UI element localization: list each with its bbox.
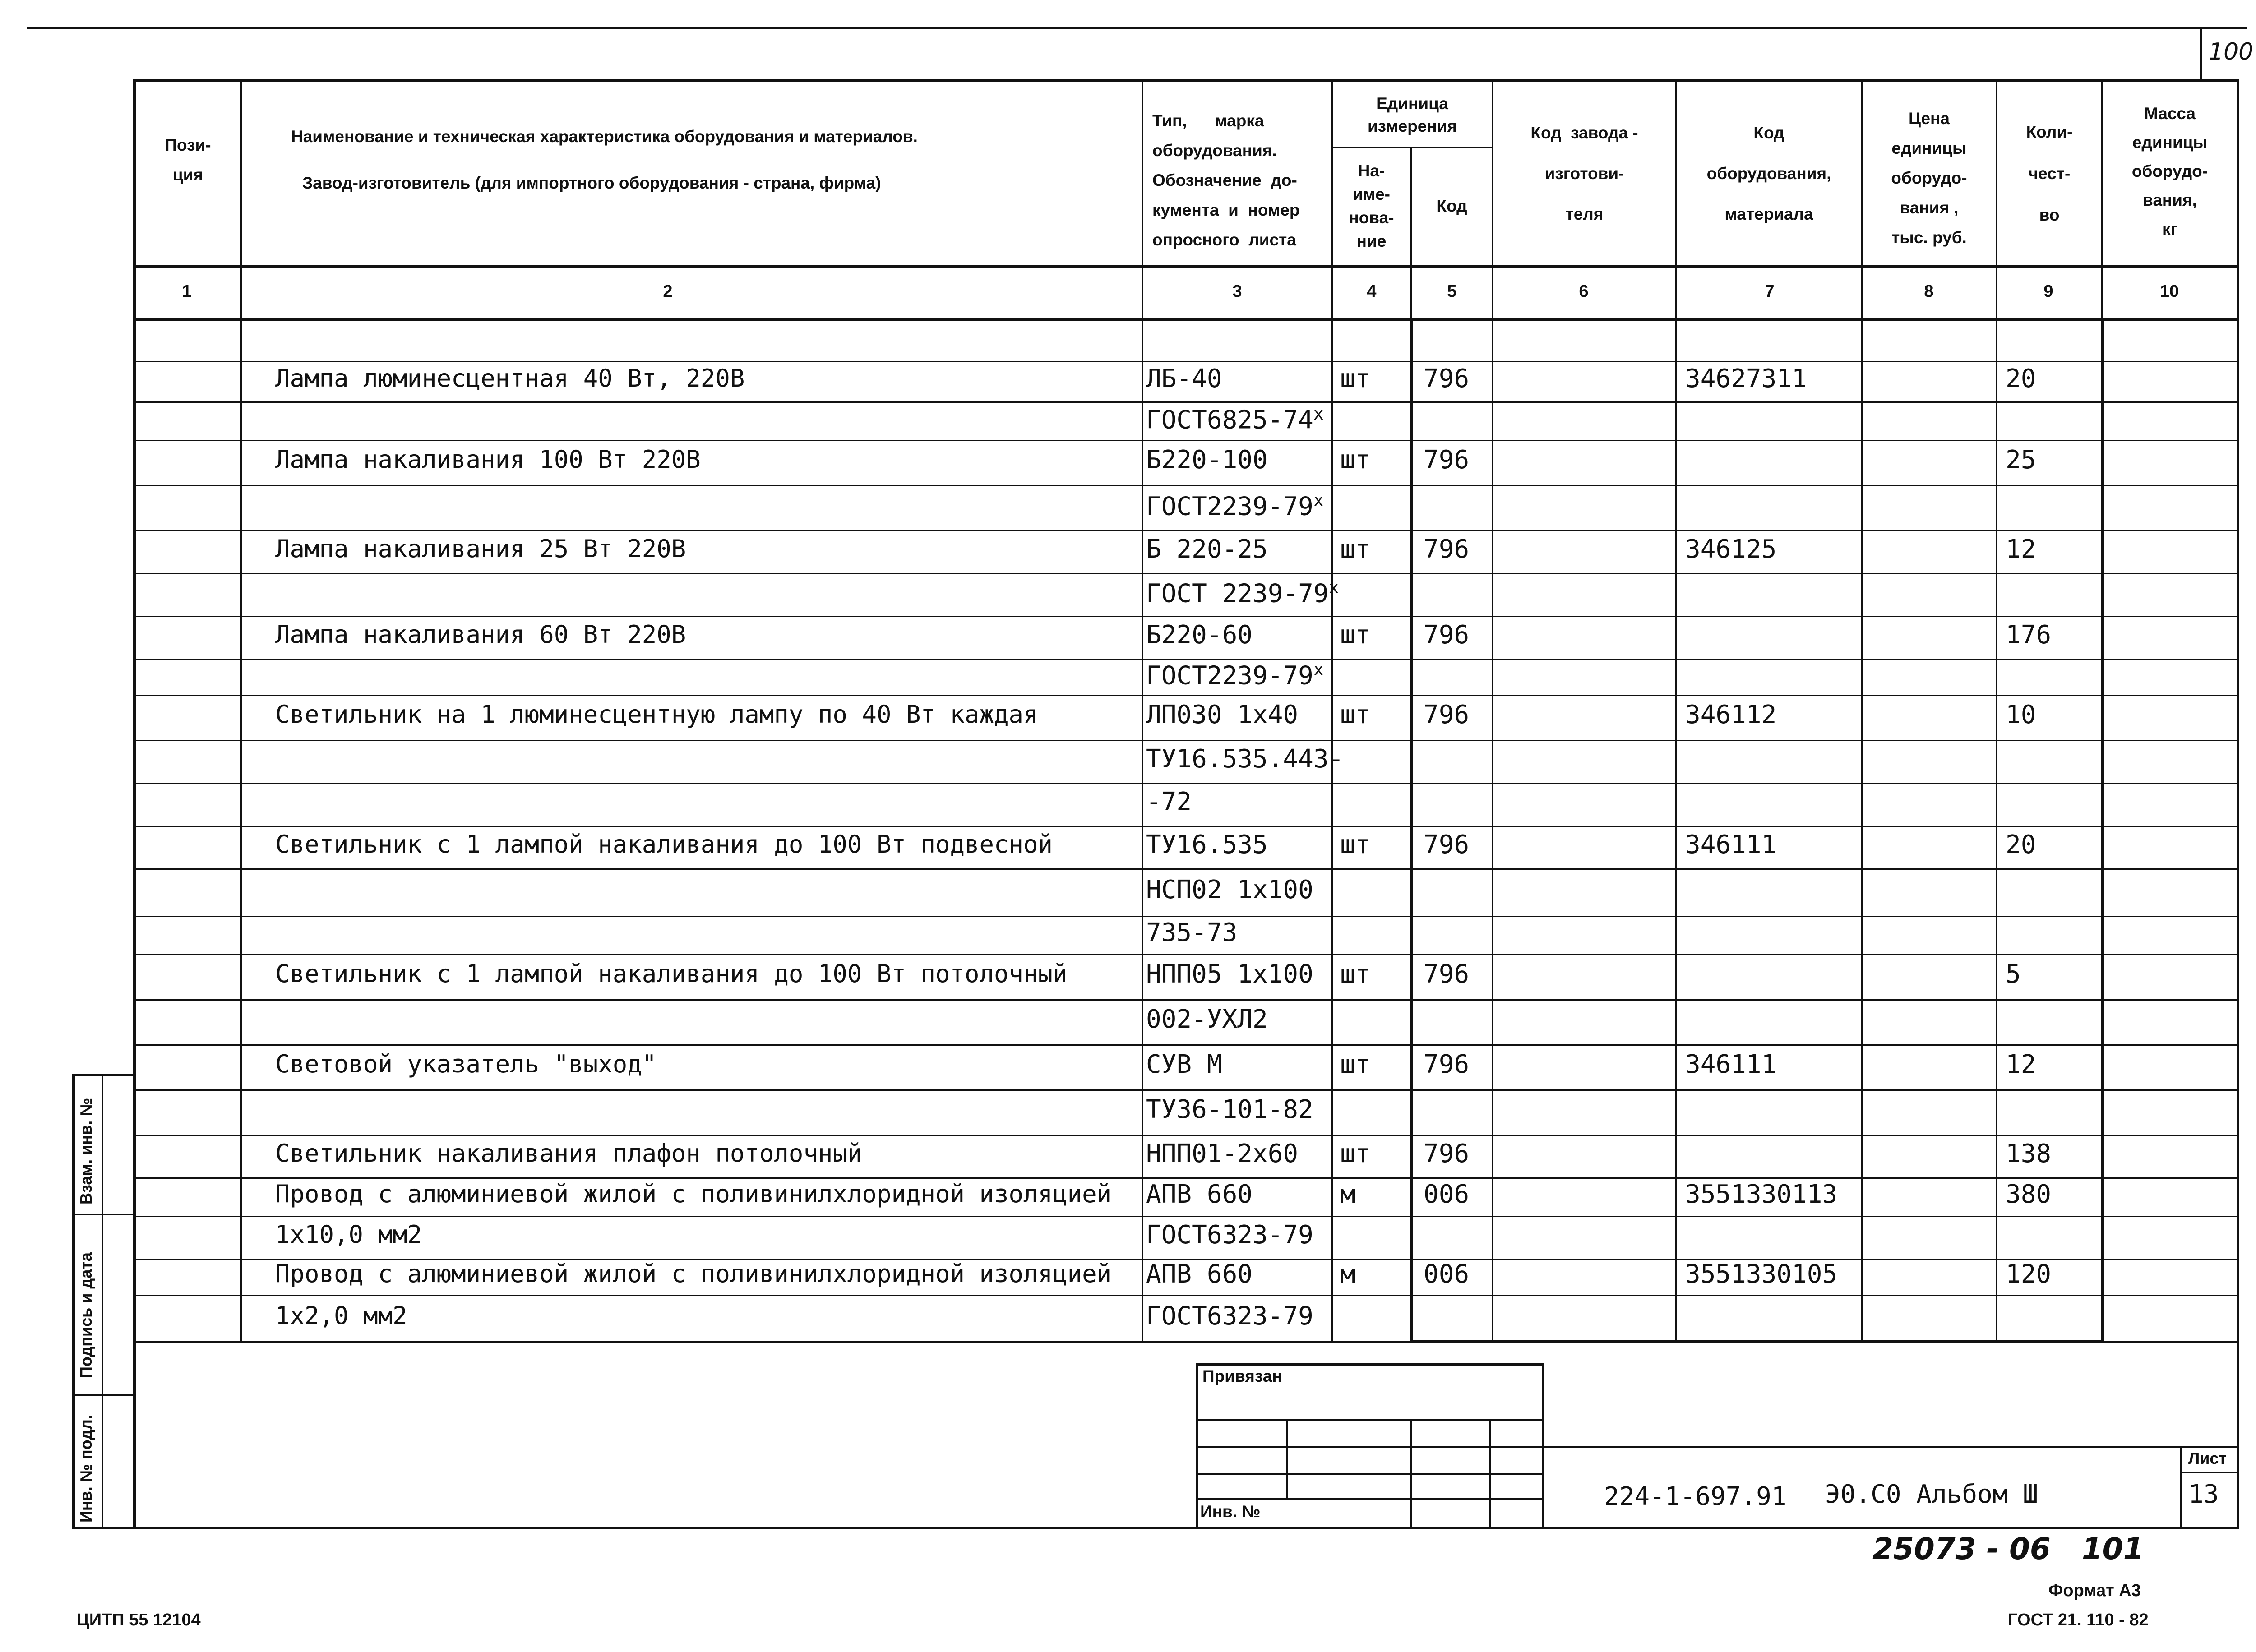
row-17-qty: 12 (2006, 1050, 2036, 1079)
row-19-qty: 138 (2006, 1139, 2052, 1168)
row-8-type: $ГОСТ2239-79^х$ (1146, 660, 1324, 691)
row-line (133, 1044, 2239, 1046)
colnum-6: 6 (1579, 282, 1589, 301)
page-number-box-left (2200, 28, 2202, 80)
row-19-type: НПП01-2х60 (1146, 1139, 1299, 1168)
row-4-type: $ГОСТ2239-79^х$ (1146, 490, 1324, 521)
table-border-right (2237, 79, 2239, 1529)
colnum-10: 10 (2159, 282, 2179, 301)
colnum-4: 4 (1367, 282, 1377, 301)
row-line (133, 401, 2239, 403)
row-22-qty: 120 (2006, 1260, 2052, 1289)
row-line (133, 916, 2239, 917)
row-12-unit: шт (1340, 830, 1371, 859)
thick-right-col9 (2101, 318, 2104, 1342)
title-stamp-sheet-left (2180, 1446, 2182, 1529)
row-7-qty: 176 (2006, 620, 2052, 650)
row-line (133, 1135, 2239, 1136)
row-5-qty: 12 (2006, 534, 2036, 564)
handwritten-archive-number: 25073 - 06 101 (1872, 1532, 2144, 1566)
row-line (133, 485, 2239, 486)
privyazan-top (1196, 1363, 1543, 1366)
col-divider-1 (240, 79, 242, 1342)
side-stamp-bottom (72, 1527, 135, 1529)
row-3-unit: шт (1340, 445, 1371, 475)
privyazan-v1 (1286, 1419, 1288, 1500)
col-divider-6 (1675, 79, 1677, 1342)
row-17-name: Световой указатель "выход" (275, 1050, 657, 1078)
header-position: Пози- ция (165, 136, 211, 184)
row-17-unit: шт (1340, 1050, 1371, 1079)
row-3-code: 796 (1424, 445, 1470, 475)
row-20-material-code: 3551330113 (1685, 1179, 1838, 1209)
privyazan-h4 (1196, 1498, 1543, 1500)
row-3-name: Лампа накаливания 100 Вт 220В (275, 445, 701, 474)
row-20-code: 006 (1424, 1179, 1470, 1209)
colnum-7: 7 (1765, 282, 1775, 301)
side-stamp-inner-v (102, 1074, 103, 1529)
colnum-2: 2 (663, 282, 673, 301)
row-3-qty: 25 (2006, 445, 2036, 475)
row-15-unit: шт (1340, 960, 1371, 989)
row-12-material-code: 346111 (1685, 830, 1777, 859)
row-17-code: 796 (1424, 1050, 1470, 1079)
header-name-line1: Наименование и техническая характеристика оборудования и материалов. (291, 127, 918, 146)
colnum-1: 1 (182, 282, 192, 301)
row-line (133, 695, 2239, 696)
privyazan-v2 (1410, 1419, 1412, 1527)
row-7-unit: шт (1340, 620, 1371, 650)
row-1-type: ЛБ-40 (1146, 364, 1222, 393)
row-line (133, 440, 2239, 441)
side-stamp-right (133, 1074, 136, 1529)
row-16-type: 002-УХЛ2 (1146, 1005, 1268, 1034)
row-22-unit: м (1340, 1260, 1355, 1289)
row-7-type: Б220-60 (1146, 620, 1253, 650)
format-label: Формат А3 (2048, 1581, 2141, 1600)
row-20-unit: м (1340, 1179, 1355, 1209)
row-21-type: ГОСТ6323-79 (1146, 1220, 1313, 1250)
privyazan-h1 (1196, 1419, 1543, 1421)
row-2-type: $ГОСТ6825-74^х$ (1146, 403, 1324, 435)
row-15-type: НПП05 1х100 (1146, 960, 1313, 989)
row-18-type: ТУ36-101-82 (1146, 1095, 1313, 1124)
row-19-name: Светильник накаливания плафон потолочный (275, 1139, 862, 1167)
row-7-name: Лампа накаливания 60 Вт 220В (275, 620, 686, 649)
row-1-code: 796 (1424, 364, 1470, 393)
row-6-type-superscript: х (1328, 577, 1339, 597)
row-9-type: ЛП030 1х40 (1146, 700, 1299, 729)
row-line (133, 954, 2239, 955)
footer-left: ЦИТП 55 12104 (77, 1610, 201, 1629)
row-9-material-code: 346112 (1685, 700, 1777, 729)
header-price: Цена единицы оборудо- вания , тыс. руб. (1891, 109, 1967, 247)
row-line (133, 1342, 2239, 1343)
row-14-type: 735-73 (1146, 918, 1238, 947)
side-stamp-inv: Инв. № подл. (77, 1415, 95, 1523)
table-border-bottom (133, 1527, 2239, 1529)
header-unit-code: Код (1436, 197, 1467, 215)
side-stamp-top (72, 1074, 135, 1076)
row-20-name: Провод с алюминиевой жилой с поливинилхлоридной изоляцией (275, 1179, 1112, 1208)
footer-right: ГОСТ 21. 110 - 82 (2008, 1610, 2149, 1629)
row-19-code: 796 (1424, 1139, 1470, 1168)
header-mass: Масса единицы оборудо- вания, кг (2131, 104, 2208, 238)
col-divider-5 (1492, 79, 1493, 1342)
row-line (133, 999, 2239, 1001)
side-stamp-div2 (72, 1394, 135, 1396)
row-23-name: 1х2,0 мм2 (275, 1301, 407, 1330)
header-name-line2: Завод-изготовитель (для импортного оборудования - страна, фирма) (302, 174, 881, 192)
privyazan-label: Привязан (1202, 1367, 1282, 1385)
colnum-5: 5 (1447, 282, 1457, 301)
row-15-code: 796 (1424, 960, 1470, 989)
stamp-album: Э0.С0 Альбом Ш (1825, 1480, 2039, 1509)
row-line (133, 826, 2239, 827)
row-5-type: Б 220-25 (1146, 534, 1268, 564)
row-1-material-code: 34627З11 (1685, 364, 1807, 393)
col-divider-3 (1331, 79, 1333, 1342)
row-10-type: ТУ16.535.443- (1146, 744, 1344, 774)
title-stamp-sheet-mid (2180, 1472, 2239, 1473)
row-12-name: Светильник с 1 лампой накаливания до 100 Вт подвесной (275, 830, 1053, 858)
side-stamp-left (72, 1074, 75, 1529)
header-material-code: Код оборудования, материала (1706, 124, 1831, 223)
header-type: Тип, марка оборудования. Обозначение до- кумента и номер опросного листа (1152, 111, 1300, 249)
row-12-code: 796 (1424, 830, 1470, 859)
row-line (133, 616, 2239, 617)
row-9-unit: шт (1340, 700, 1371, 729)
row-1-name: Лампа люминесцентная 40 Вт, 220В (275, 364, 745, 392)
colnum-3: 3 (1232, 282, 1242, 301)
row-2-type-superscript: х (1313, 403, 1324, 424)
header-unit-name: На- име- нова- ние (1349, 162, 1394, 250)
row-9-qty: 10 (2006, 700, 2036, 729)
row-13-type: НСП02 1х100 (1146, 875, 1313, 904)
row-8-type-superscript: х (1313, 660, 1324, 679)
row-22-type: АПВ 660 (1146, 1260, 1253, 1289)
page-top-line (27, 27, 2247, 29)
row-line (133, 530, 2239, 531)
header-unit-group: Единица измерения (1367, 94, 1457, 135)
row-line (133, 1089, 2239, 1091)
privyazan-h2 (1196, 1446, 1543, 1448)
row-5-material-code: 346125 (1685, 534, 1777, 564)
stamp-sheet-label: Лист (2188, 1449, 2227, 1467)
colnum-8: 8 (1924, 282, 1934, 301)
colnum-bottom-line (133, 318, 2239, 321)
row-7-code: 796 (1424, 620, 1470, 650)
row-21-name: 1х10,0 мм2 (275, 1220, 422, 1249)
row-9-code: 796 (1424, 700, 1470, 729)
unit-subheader-line (1331, 147, 1493, 148)
row-4-type-superscript: х (1313, 490, 1324, 510)
row-12-type: ТУ16.535 (1146, 830, 1268, 859)
row-9-name: Светильник на 1 люминесцентную лампу по 40 Вт каждая (275, 700, 1038, 729)
row-line (133, 1177, 2239, 1179)
row-line (133, 740, 2239, 741)
row-line (133, 783, 2239, 784)
row-5-code: 796 (1424, 534, 1470, 564)
row-line (133, 868, 2239, 870)
colnum-9: 9 (2043, 282, 2053, 301)
header-quantity: Коли- чест- во (2026, 123, 2073, 224)
row-17-material-code: 346111 (1685, 1050, 1777, 1079)
row-17-type: СУВ М (1146, 1050, 1222, 1079)
row-3-type: Б220-100 (1146, 445, 1268, 475)
side-stamp-vzam: Взам. инв. № (77, 1098, 95, 1204)
stamp-inv-label: Инв. № (1200, 1502, 1261, 1521)
row-line (133, 573, 2239, 574)
col-divider-2 (1142, 79, 1143, 1342)
title-stamp-top (1543, 1446, 2239, 1448)
row-1-unit: шт (1340, 364, 1371, 393)
row-line (133, 1216, 2239, 1217)
privyazan-v3 (1489, 1419, 1491, 1527)
col-divider-7 (1861, 79, 1863, 1342)
row-19-unit: шт (1340, 1139, 1371, 1168)
privyazan-h3 (1196, 1473, 1543, 1475)
row-15-name: Светильник с 1 лампой накаливания до 100 Вт потолочный (275, 960, 1068, 988)
row-20-type: АПВ 660 (1146, 1179, 1253, 1209)
row-line (133, 1295, 2239, 1296)
page-number: 100 (2209, 38, 2254, 65)
col-divider-8 (1996, 79, 1997, 1342)
row-22-name: Провод с алюминиевой жилой с поливинилхлоридной изоляцией (275, 1260, 1112, 1288)
row-23-type: ГОСТ6323-79 (1146, 1301, 1313, 1331)
row-15-qty: 5 (2006, 960, 2021, 989)
row-5-name: Лампа накаливания 25 Вт 220В (275, 534, 686, 563)
row-6-type: ГОСТ $2239-79^х$ (1146, 577, 1339, 609)
side-stamp-div1 (72, 1214, 135, 1215)
table-border-top (133, 79, 2238, 82)
header-factory-code: Код завода - изготови- теля (1530, 124, 1638, 223)
thick-left-col5 (1410, 318, 1413, 1342)
side-stamp-podpis: Подпись и дата (77, 1252, 95, 1378)
stamp-sheet-number: 13 (2188, 1480, 2219, 1509)
stamp-doc-code: 224-1-697.91 (1604, 1482, 1787, 1511)
row-1-qty: 20 (2006, 364, 2036, 393)
row-20-qty: 380 (2006, 1179, 2052, 1209)
row-11-type: -72 (1146, 787, 1192, 817)
row-5-unit: шт (1340, 534, 1371, 564)
row-22-material-code: 3551330105 (1685, 1260, 1838, 1289)
row-line (133, 361, 2239, 362)
row-12-qty: 20 (2006, 830, 2036, 859)
row-22-code: 006 (1424, 1260, 1470, 1289)
